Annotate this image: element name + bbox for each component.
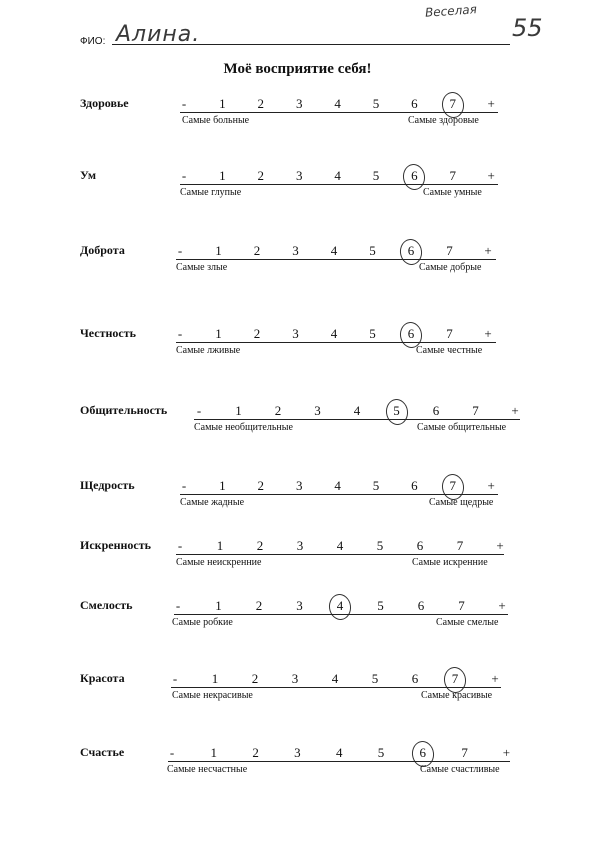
scale-mark[interactable]: 6	[417, 598, 425, 613]
scale-line	[180, 494, 498, 495]
scale-mark[interactable]: 7	[451, 671, 459, 686]
scale-mark[interactable]: +	[496, 538, 504, 553]
scale-line	[171, 687, 501, 688]
scale-line	[176, 342, 496, 343]
scale-caption-max: Самые общительные	[417, 422, 507, 433]
scale-mark[interactable]: 5	[376, 538, 384, 553]
scale-mark[interactable]: 3	[314, 403, 321, 418]
scale-caption-max: Самые здоровые	[408, 115, 479, 126]
scale-mark[interactable]: -	[169, 745, 175, 760]
scale-row	[0, 168, 595, 208]
scale-mark[interactable]: 7	[458, 598, 465, 613]
scale-mark[interactable]: 3	[296, 598, 303, 613]
scale-caption-min: Самые необщительные	[194, 422, 293, 433]
scale-row	[0, 598, 595, 638]
scale-caption-min: Самые робкие	[172, 617, 233, 628]
scale-mark[interactable]: 3	[294, 745, 301, 760]
scale-mark[interactable]: 2	[256, 538, 264, 553]
trait-label: Счастье	[80, 745, 125, 759]
fio-handwritten-name: Алина.	[116, 22, 201, 47]
scale-caption-min: Самые несчастные	[167, 764, 248, 775]
trait-label: Смелость	[80, 598, 133, 612]
selected-value-circle	[384, 398, 409, 427]
scale-mark[interactable]: 7	[449, 478, 457, 493]
scale-mark[interactable]: +	[502, 745, 511, 760]
scale-caption-max: Самые смелые	[436, 617, 499, 628]
scale-mark[interactable]: +	[484, 243, 492, 258]
scale-mark[interactable]: 4	[335, 745, 343, 760]
scale-mark[interactable]: 6	[432, 403, 440, 418]
scale-row	[0, 96, 595, 136]
scale-caption-max: Самые счастливые	[420, 764, 500, 775]
scale-mark[interactable]: 4	[330, 326, 338, 341]
scale-mark[interactable]: -	[177, 243, 183, 258]
scale-mark[interactable]: 2	[257, 478, 265, 493]
scale-mark[interactable]: 5	[371, 671, 379, 686]
scale-mark[interactable]: 4	[331, 671, 339, 686]
scale-mark[interactable]: 6	[419, 745, 427, 760]
scale-mark[interactable]: 3	[292, 326, 299, 341]
scale-mark[interactable]: 3	[295, 168, 303, 183]
scale-mark[interactable]: 7	[449, 168, 457, 183]
scale-mark[interactable]: -	[175, 598, 181, 613]
scale-mark[interactable]: 7	[456, 538, 464, 553]
scale-mark[interactable]: 5	[377, 745, 385, 760]
scale-row	[0, 403, 595, 443]
scale-mark[interactable]: 3	[295, 96, 303, 111]
scale-mark[interactable]: +	[487, 96, 495, 111]
scale-mark[interactable]: 5	[377, 598, 384, 613]
scale-row	[0, 478, 595, 518]
scale-line	[180, 112, 498, 113]
scale-mark[interactable]: 3	[295, 478, 303, 493]
scale-mark[interactable]: 3	[296, 538, 304, 553]
scale-mark[interactable]: 4	[334, 168, 341, 183]
trait-label: Красота	[80, 671, 125, 685]
scale-mark[interactable]: 5	[372, 478, 380, 493]
scale-mark[interactable]: 5	[393, 403, 400, 418]
scale-mark[interactable]: 2	[252, 745, 259, 760]
scale-mark[interactable]: 7	[446, 243, 453, 258]
scale-caption-max: Самые искренние	[412, 557, 488, 568]
scale-mark[interactable]: +	[498, 598, 506, 613]
scale-mark[interactable]: 3	[292, 243, 299, 258]
scale-mark[interactable]: +	[511, 403, 519, 418]
scale-mark[interactable]: 2	[274, 403, 282, 418]
trait-label: Щедрость	[80, 478, 135, 492]
scale-caption-min: Самые больные	[182, 115, 250, 126]
scale-row	[0, 243, 595, 283]
fio-label: ФИО:	[80, 36, 106, 47]
scale-mark[interactable]: -	[172, 671, 178, 686]
scale-mark[interactable]: 1	[219, 478, 226, 493]
scale-mark[interactable]: 4	[353, 403, 361, 418]
scale-mark[interactable]: 1	[215, 326, 222, 341]
scale-mark[interactable]: 4	[336, 538, 344, 553]
scale-line	[176, 259, 496, 260]
scale-mark[interactable]: 5	[369, 243, 376, 258]
scale-mark[interactable]: 6	[411, 168, 418, 183]
scale-mark[interactable]: 5	[372, 96, 380, 111]
scale-mark[interactable]: 5	[372, 168, 380, 183]
scale-caption-min: Самые жадные	[180, 497, 245, 508]
scale-row	[0, 326, 595, 366]
scale-mark[interactable]: 1	[210, 745, 218, 760]
scale-mark[interactable]: +	[491, 671, 499, 686]
scale-line	[176, 554, 504, 555]
scale-mark[interactable]: 7	[461, 745, 468, 760]
scale-mark[interactable]: 1	[211, 671, 219, 686]
scale-mark[interactable]: 6	[416, 538, 424, 553]
scale-mark[interactable]: 2	[257, 96, 265, 111]
scale-row	[0, 671, 595, 711]
scale-caption-max: Самые умные	[423, 187, 482, 198]
scale-mark[interactable]: 1	[216, 538, 224, 553]
scale-mark[interactable]: -	[196, 403, 202, 418]
trait-label: Искренность	[80, 538, 151, 552]
trait-label: Честность	[80, 326, 136, 340]
scale-mark[interactable]: 1	[215, 243, 222, 258]
scale-mark[interactable]: 1	[219, 168, 226, 183]
scale-mark[interactable]: -	[181, 96, 187, 111]
scale-caption-min: Самые лживые	[176, 345, 241, 356]
scale-mark[interactable]: -	[181, 168, 187, 183]
scale-caption-max: Самые добрые	[419, 262, 482, 273]
scale-mark[interactable]: 6	[407, 243, 415, 258]
scale-mark[interactable]: 4	[334, 478, 341, 493]
scale-mark[interactable]: 6	[411, 96, 418, 111]
scale-caption-min: Самые злые	[176, 262, 228, 273]
handwritten-note: Веселая	[424, 2, 478, 20]
scale-line	[194, 419, 520, 420]
scale-mark[interactable]: +	[487, 478, 495, 493]
scale-mark[interactable]: 2	[255, 598, 263, 613]
scale-mark[interactable]: -	[177, 538, 183, 553]
handwritten-score: 55	[512, 14, 543, 42]
scale-mark[interactable]: 2	[253, 326, 261, 341]
scale-mark[interactable]: 7	[472, 403, 479, 418]
selected-value-circle	[327, 593, 352, 622]
scale-line	[174, 614, 508, 615]
scale-mark[interactable]: 2	[253, 243, 261, 258]
scale-row	[0, 745, 595, 785]
scale-mark[interactable]: 4	[336, 598, 344, 613]
scale-mark[interactable]: -	[181, 478, 187, 493]
scale-caption-max: Самые красивые	[421, 690, 493, 701]
scale-mark[interactable]: 6	[407, 326, 415, 341]
scale-caption-max: Самые щедрые	[429, 497, 494, 508]
scale-caption-min: Самые некрасивые	[172, 690, 253, 701]
scale-mark[interactable]: 4	[334, 96, 341, 111]
trait-label: Общительность	[80, 403, 168, 417]
scale-mark[interactable]: +	[487, 168, 495, 183]
scale-mark[interactable]: 6	[411, 478, 418, 493]
scale-mark[interactable]: 6	[411, 671, 419, 686]
trait-label: Здоровье	[80, 96, 129, 110]
scale-mark[interactable]: 7	[446, 326, 453, 341]
scale-mark[interactable]: 5	[369, 326, 376, 341]
scale-mark[interactable]: 7	[449, 96, 457, 111]
scale-line	[180, 184, 498, 185]
scale-mark[interactable]: 1	[235, 403, 242, 418]
scale-caption-min: Самые глупые	[180, 187, 242, 198]
fio-underline	[112, 44, 510, 45]
scale-caption-max: Самые честные	[416, 345, 483, 356]
scale-mark[interactable]: 3	[291, 671, 299, 686]
scale-mark[interactable]: 1	[219, 96, 226, 111]
trait-label: Ум	[80, 168, 96, 182]
scale-mark[interactable]: 1	[215, 598, 222, 613]
scale-mark[interactable]: 2	[251, 671, 259, 686]
trait-label: Доброта	[80, 243, 125, 257]
scale-mark[interactable]: +	[484, 326, 492, 341]
scale-mark[interactable]: 2	[257, 168, 265, 183]
scale-row	[0, 538, 595, 578]
scale-caption-min: Самые неискренние	[176, 557, 262, 568]
scale-mark[interactable]: 4	[330, 243, 338, 258]
scale-line	[168, 761, 510, 762]
scale-mark[interactable]: -	[177, 326, 183, 341]
page-title: Моё восприятие себя!	[223, 61, 372, 77]
